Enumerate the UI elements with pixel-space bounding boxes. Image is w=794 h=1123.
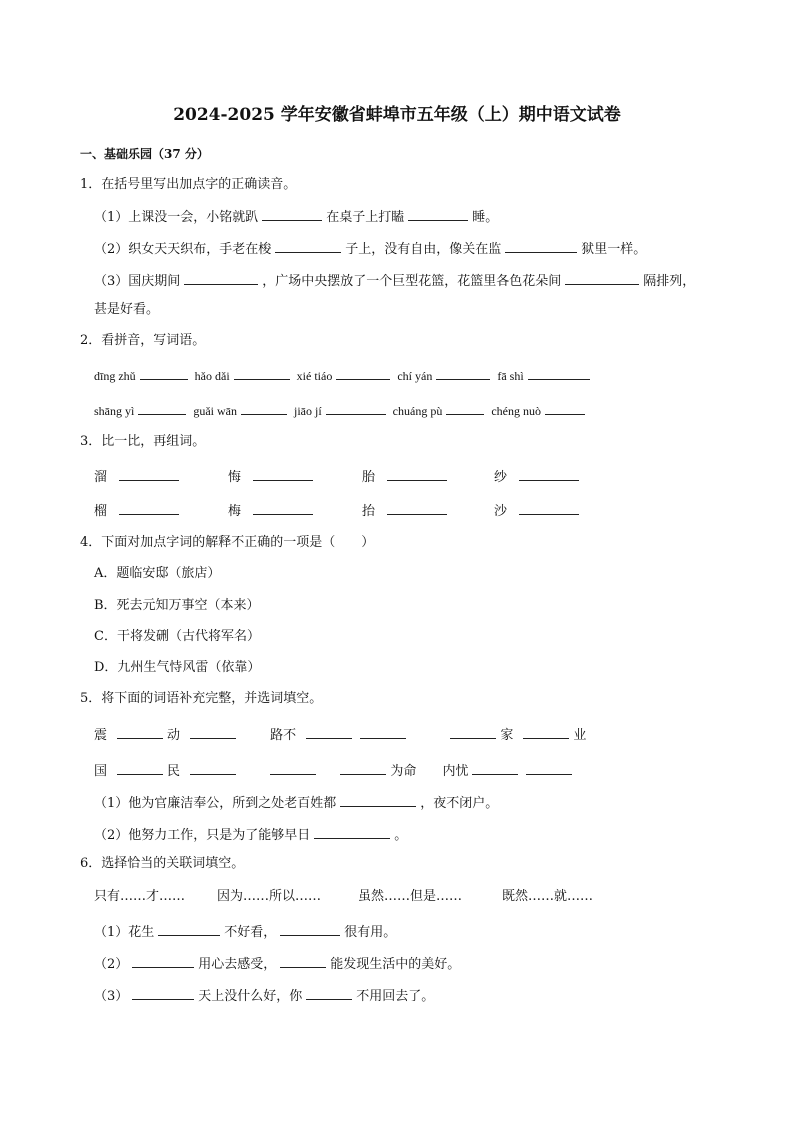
idiom-row-2: 国 民 为命 内忧: [94, 761, 576, 780]
question-1-item-3-cont: 甚是好看。: [94, 302, 160, 317]
pinyin: dīng zhǔ: [94, 369, 136, 383]
answer-blank[interactable]: [234, 366, 290, 380]
question-6-stem: 6．选择恰当的关联词填空。: [80, 856, 245, 871]
conjunction-option: 只有……才……: [94, 889, 186, 904]
option-b[interactable]: B．死去元知万事空（本来）: [94, 598, 260, 613]
page-title: 2024-2025 学年安徽省蚌埠市五年级（上）期中语文试卷: [173, 105, 621, 125]
answer-blank[interactable]: [280, 954, 326, 968]
answer-blank[interactable]: [340, 793, 416, 807]
question-1-item-3: [94, 271, 695, 290]
question-1-item-1: [94, 207, 498, 226]
answer-blank[interactable]: [253, 501, 313, 515]
question-1-item-2: [94, 239, 646, 258]
question-6-item-1: （1）花生 不好看， 很有用。: [94, 922, 396, 941]
answer-blank[interactable]: [140, 366, 188, 380]
answer-blank[interactable]: [241, 401, 287, 415]
answer-blank[interactable]: [450, 725, 496, 739]
compare-char: 悔: [228, 467, 317, 486]
conjunction-option: 虽然……但是……: [358, 889, 463, 904]
answer-blank[interactable]: [306, 986, 352, 1000]
option-a[interactable]: A．题临安邸（旅店）: [94, 566, 221, 581]
compare-char: 榴: [94, 501, 183, 520]
q1-3-text-c: 隔排列，: [643, 274, 696, 289]
compare-char: 纱: [494, 467, 583, 486]
pinyin: shāng yì: [94, 404, 135, 418]
conjunction-option: 因为……所以……: [217, 889, 322, 904]
option-d[interactable]: D．九州生气恃风雷（依靠）: [94, 660, 261, 675]
answer-blank[interactable]: [119, 501, 179, 515]
question-6-item-2: （2） 用心去感受， 能发现生活中的美好。: [94, 954, 460, 973]
answer-blank[interactable]: [523, 725, 569, 739]
answer-blank[interactable]: [270, 761, 316, 775]
question-2-stem: 2．看拼音，写词语。: [80, 333, 206, 348]
answer-blank[interactable]: [306, 725, 352, 739]
answer-blank[interactable]: [138, 401, 186, 415]
pinyin: jiāo jí: [294, 404, 322, 418]
answer-blank[interactable]: [190, 761, 236, 775]
answer-blank[interactable]: [472, 761, 518, 775]
answer-blank[interactable]: [387, 467, 447, 481]
answer-blank[interactable]: [526, 761, 572, 775]
answer-blank[interactable]: [446, 401, 484, 415]
compare-char: 溜: [94, 467, 183, 486]
answer-blank[interactable]: [528, 366, 590, 380]
q1-3-text-a: （3）国庆期间: [94, 274, 181, 289]
pinyin: chéng nuò: [491, 404, 541, 418]
answer-blank[interactable]: [132, 986, 194, 1000]
answer-blank[interactable]: [505, 239, 577, 253]
answer-blank[interactable]: [340, 761, 386, 775]
pinyin: guǎi wān: [193, 404, 237, 418]
q1-2-text-c: 狱里一样。: [581, 242, 647, 257]
q1-1-text-b: 在桌子上打瞌: [326, 210, 405, 225]
answer-blank[interactable]: [314, 825, 390, 839]
q1-3-text-b: ，广场中央摆放了一个巨型花篮，花篮里各色花朵间: [262, 274, 562, 289]
compare-char: 抬: [362, 501, 451, 520]
pinyin: chí yán: [397, 369, 433, 383]
conjunction-option: 既然……就……: [502, 889, 594, 904]
answer-blank[interactable]: [436, 366, 490, 380]
answer-blank[interactable]: [326, 401, 386, 415]
question-3-stem: 3．比一比，再组词。: [80, 434, 206, 449]
answer-blank[interactable]: [565, 271, 639, 285]
answer-blank[interactable]: [190, 725, 236, 739]
compare-char: 胎: [362, 467, 451, 486]
q1-2-text-a: （2）织女天天织布，手老在梭: [94, 242, 272, 257]
answer-blank[interactable]: [519, 467, 579, 481]
q1-1-text-a: （1）上课没一会，小铭就趴: [94, 210, 259, 225]
question-5-stem: 5．将下面的词语补充完整，并选词填空。: [80, 691, 323, 706]
pinyin: xié tiáo: [296, 369, 333, 383]
pinyin-row-1: [94, 366, 594, 384]
answer-blank[interactable]: [336, 366, 390, 380]
pinyin: fā shì: [497, 369, 524, 383]
answer-blank[interactable]: [387, 501, 447, 515]
pinyin: hǎo dǎi: [194, 369, 230, 383]
option-c[interactable]: C．干将发硎（古代将军名）: [94, 629, 260, 644]
answer-blank[interactable]: [545, 401, 585, 415]
answer-blank[interactable]: [158, 922, 220, 936]
question-4-stem: 4．下面对加点字词的解释不正确的一项是（ ）: [80, 535, 375, 550]
answer-blank[interactable]: [132, 954, 194, 968]
answer-blank[interactable]: [119, 467, 179, 481]
q1-1-text-c: 睡。: [472, 210, 499, 225]
pinyin-row-2: [94, 401, 589, 419]
answer-blank[interactable]: [262, 207, 322, 221]
q1-2-text-b: 子上，没有自由，像关在监: [345, 242, 502, 257]
answer-blank[interactable]: [408, 207, 468, 221]
section-heading: 一、基础乐园（37 分）: [80, 147, 209, 161]
question-1-stem: 1．在括号里写出加点字的正确读音。: [80, 177, 297, 192]
question-6-item-3: （3） 天上没什么好，你 不用回去了。: [94, 986, 434, 1005]
question-5-item-1: （1）他为官廉洁奉公，所到之处老百姓都 ，夜不闭户。: [94, 793, 498, 812]
answer-blank[interactable]: [360, 725, 406, 739]
compare-char: 沙: [494, 501, 583, 520]
answer-blank[interactable]: [275, 239, 341, 253]
answer-blank[interactable]: [519, 501, 579, 515]
pinyin: chuáng pù: [392, 404, 443, 418]
answer-blank[interactable]: [184, 271, 258, 285]
question-5-item-2: （2）他努力工作，只是为了能够早日 。: [94, 825, 407, 844]
answer-blank[interactable]: [253, 467, 313, 481]
answer-blank[interactable]: [280, 922, 340, 936]
answer-blank[interactable]: [117, 761, 163, 775]
answer-blank[interactable]: [117, 725, 163, 739]
compare-char: 梅: [228, 501, 317, 520]
idiom-row-1: 震 动 路不 家 业: [94, 725, 586, 744]
